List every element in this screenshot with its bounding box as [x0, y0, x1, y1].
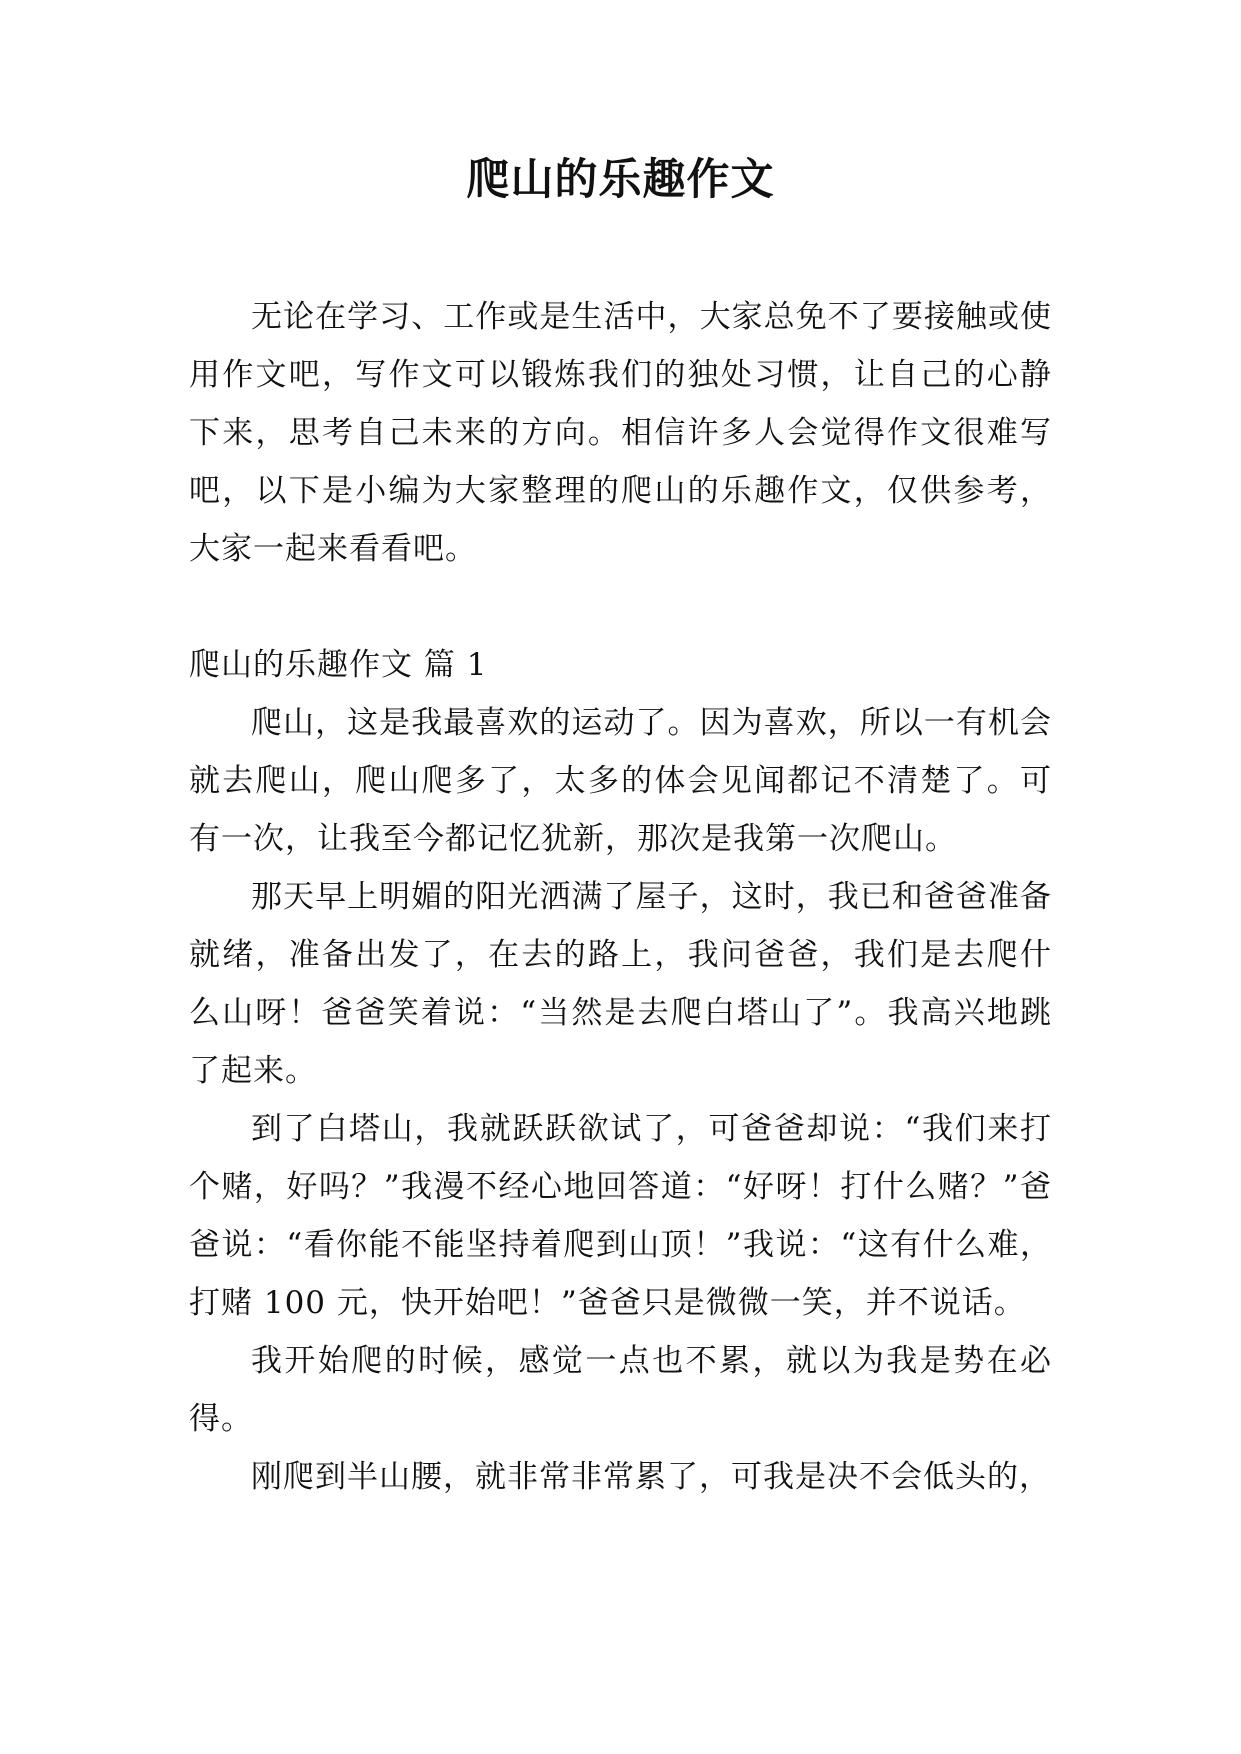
body-paragraph: 我开始爬的时候，感觉一点也不累，就以为我是势在必得。 [189, 1343, 1052, 1437]
body-paragraph: 到了白塔山，我就跃跃欲试了，可爸爸却说：“我们来打个赌，好吗？”我漫不经心地回答道：“好呀！打什么赌？”爸爸说：“看你能不能坚持着爬到山顶！”我说：“这有什么难，打赌 100 元，快开始吧！”爸爸只是微微一笑，并不说话。 [189, 1111, 1052, 1321]
document-title: 爬山的乐趣作文 [466, 155, 775, 205]
body-paragraph: 爬山，这是我最喜欢的运动了。因为喜欢，所以一有机会就去爬山，爬山爬多了，太多的体会见闻都记不清楚了。可有一次，让我至今都记忆犹新，那次是我第一次爬山。 [189, 705, 1052, 857]
body-paragraph: 那天早上明媚的阳光洒满了屋子，这时，我已和爸爸准备就绪，准备出发了，在去的路上，我问爸爸，我们是去爬什么山呀！爸爸笑着说：“当然是去爬白塔山了”。我高兴地跳了起来。 [189, 879, 1052, 1089]
intro-paragraph: 无论在学习、工作或是生活中，大家总免不了要接触或使用作文吧，写作文可以锻炼我们的独处习惯，让自己的心静下来，思考自己未来的方向。相信许多人会觉得作文很难写吧，以下是小编为大家整理的爬山的乐趣作文，仅供参考，大家一起来看看吧。 [189, 299, 1052, 567]
document-body [189, 288, 1052, 1506]
body-paragraph: 刚爬到半山腰，就非常非常累了，可我是决不会低头的， [251, 1459, 1051, 1495]
section-heading: 爬山的乐趣作文 篇 1 [189, 647, 488, 683]
